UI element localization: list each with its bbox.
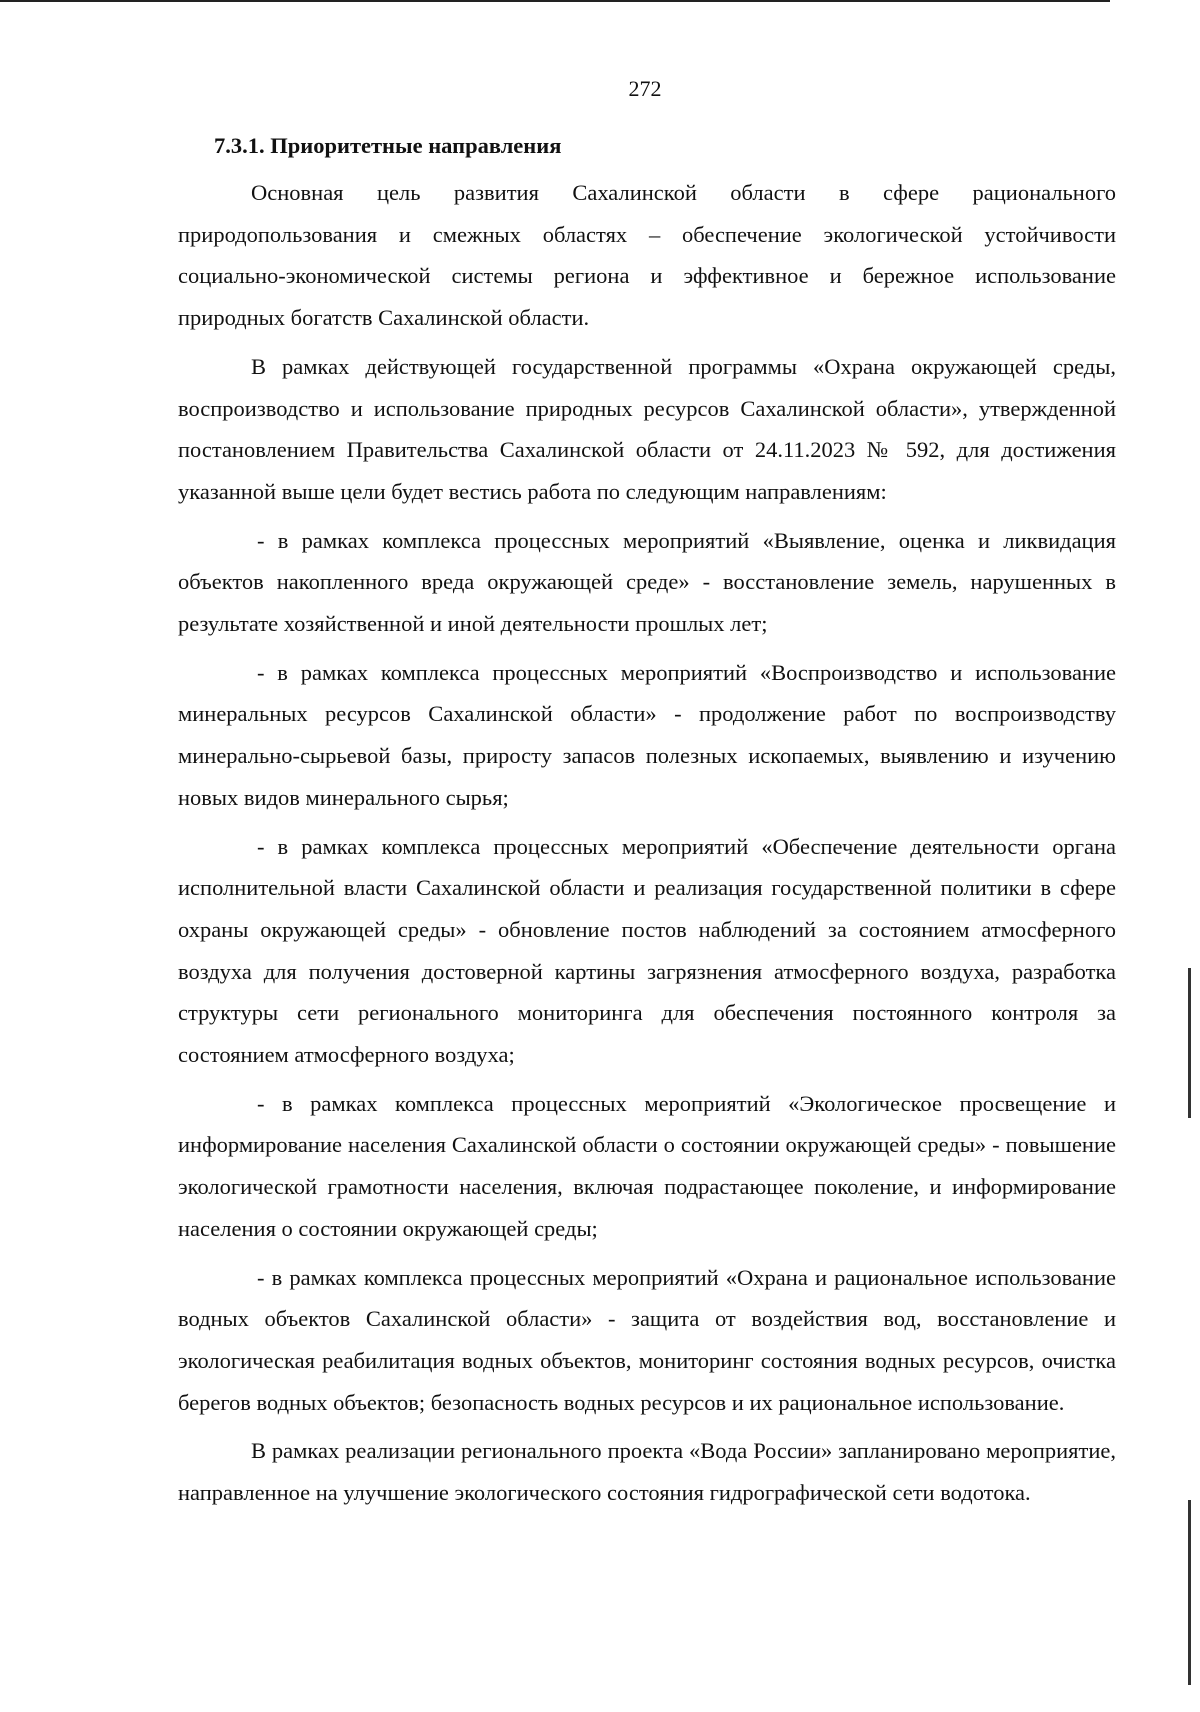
paragraph-water-of-russia: В рамках реализации регионального проекта «Вода России» запланировано мероприятие, направленное на улучшение экологического состояния гидрографической сети водотока.: [178, 1438, 1116, 1506]
page-number: 272: [628, 76, 662, 101]
document-body: [178, 132, 1116, 1521]
scan-edge-mark: [1188, 968, 1191, 1118]
list-item-water-objects: - в рамках комплекса процессных мероприятий «Охрана и рациональное использование водных объектов Сахалинской области» - защита от воздействия вод, восстановление и экологическая реабилитация водных объектов, мониторинг состояния водных ресурсов, очистка берегов водных объектов; безопасность водных ресурсов и их рациональное использование.: [178, 1264, 1116, 1415]
paragraph-main-goal: Основная цель развития Сахалинской области в сфере рационального природопользования и смежных областях – обеспечение экологической устойчивости социально-экономической системы региона и эффективное и бережное использование природных богатств Сахалинской области.: [178, 180, 1116, 331]
list-item-ecological-education: - в рамках комплекса процессных мероприятий «Экологическое просвещение и информирование населения Сахалинской области о состоянии окружающей среды» - повышение экологической грамотности населения, включая подрастающее поколение, и информирование населения о состоянии окружающей среды;: [178, 1090, 1116, 1241]
scan-edge-mark: [1188, 1500, 1191, 1685]
list-item-accumulated-harm: - в рамках комплекса процессных мероприятий «Выявление, оценка и ликвидация объектов накопленного вреда окружающей среде» - восстановление земель, нарушенных в результате хозяйственной и иной деятельности прошлых лет;: [178, 527, 1116, 637]
paragraph-state-program: В рамках действующей государственной программы «Охрана окружающей среды, воспроизводство и использование природных ресурсов Сахалинской области», утвержденной постановлением Правительства Сахалинской области от 24.11.2023 № 592, для достижения указанной выше цели будет вестись работа по следующим направлениям:: [178, 353, 1116, 504]
list-item-mineral-resources: - в рамках комплекса процессных мероприятий «Воспроизводство и использование минеральных ресурсов Сахалинской области» - продолжение работ по воспроизводству минерально-сырьевой базы, приросту запасов полезных ископаемых, выявлению и изучению новых видов минерального сырья;: [178, 659, 1116, 810]
list-item-atmospheric-monitoring: - в рамках комплекса процессных мероприятий «Обеспечение деятельности органа исполнительной власти Сахалинской области и реализация государственной политики в сфере охраны окружающей среды» - обновление постов наблюдений за состоянием атмосферного воздуха для получения достоверной картины загрязнения атмосферного воздуха, разработка структуры сети регионального мониторинга для обеспечения постоянного контроля за состоянием атмосферного воздуха;: [178, 833, 1116, 1068]
section-heading: 7.3.1. Приоритетные направления: [214, 133, 562, 158]
top-border-line: [0, 0, 1110, 2]
